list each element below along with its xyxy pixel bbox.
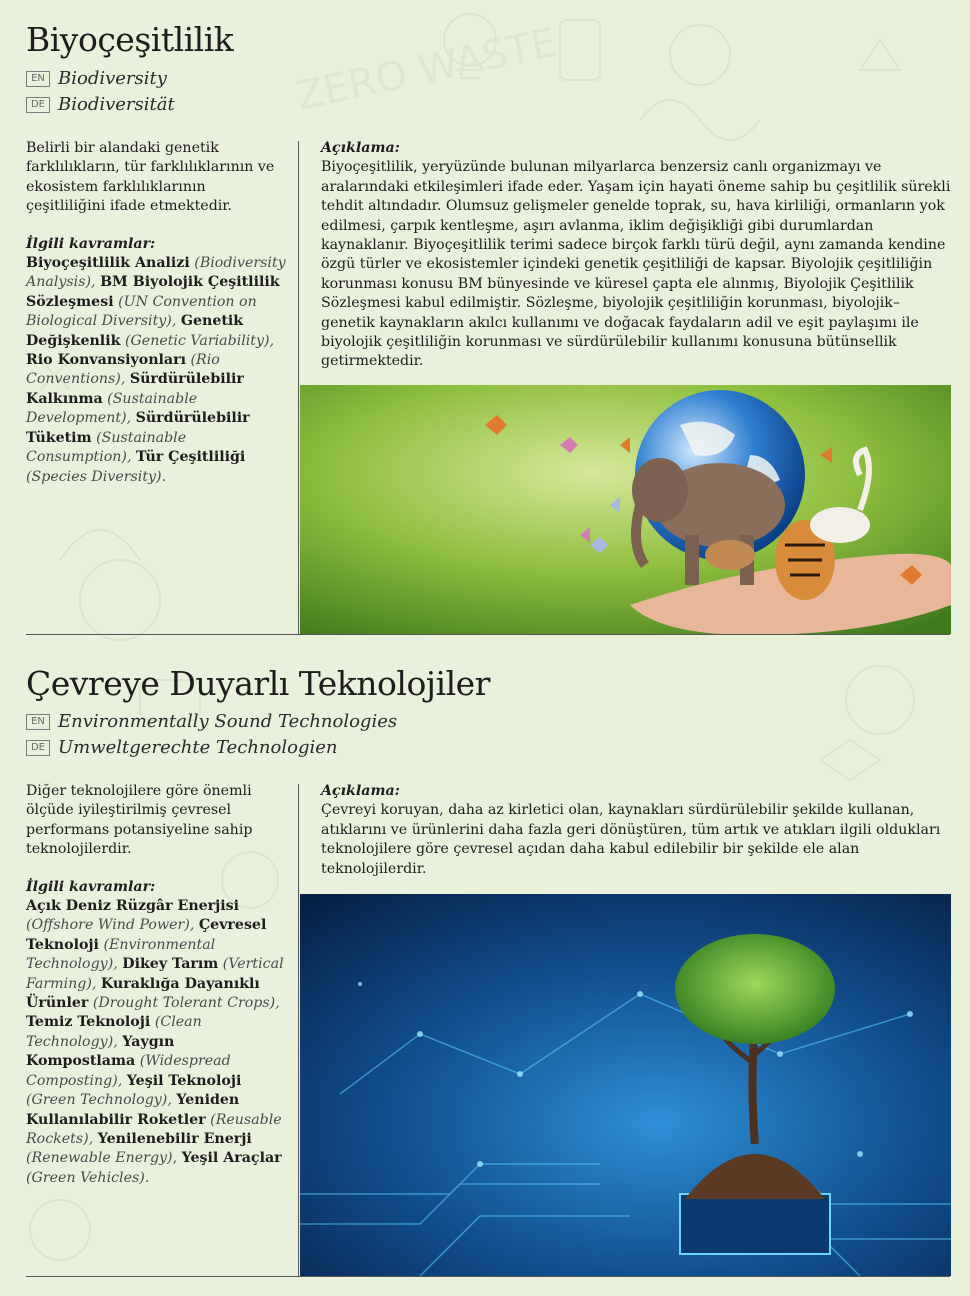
related-term-separator: . (144, 1169, 150, 1186)
related-term-separator: , (172, 1150, 182, 1167)
related-term-english: (Widespread Composting) (26, 1053, 231, 1089)
biodiversity-photo (300, 385, 951, 634)
description-text: Biyoçeşitlilik, yeryüzünde bulunan milyarlarca benzersiz canlı organizmayı ve aralarındaki etkileşimleri ifade eder. Yaşam için hayati öneme sahip bu çeşitlilik sürekli tehdit altındadır. Olumsuz gelişmeler genelde toprak, su, hava kirliliği, ormanların yok edilmesi, çarpık kentleşme, aşırı avlanma, iklim değişikliği gibi durumlardan kaynaklanır. Biyoçeşitlilik terimi sadece birçok farklı türü değil, aynı zamanda kendine özgü türler ve ekosistemler içindeki genetik çeşitliliği de kapsar. Biyolojik çeşitliliğin korunması konusu BM bünyesinde ve küresel çapta ele alınmış, Biyolojik Çeşitlilik Sözleşmesi kabul edilmiştir. Sözleşme, biyolojik çeşitliliğin korunması, biyolojik–genetik kaynakların akılcı kullanımı ve doğacak faydaların adil ve eşit paylaşımı ile biyolojik çeşitliliğin korunması ve sürdürülebilir kullanımı konusuna bütünsellik getirmektedir. (321, 159, 951, 370)
related-term-english: (Reusable Rockets) (26, 1111, 282, 1147)
related-term-english: (Vertical Farming) (26, 956, 284, 992)
section-divider (26, 1276, 950, 1277)
related-term: Yeşil Teknoloji (126, 1072, 242, 1089)
related-term-separator: , (269, 332, 275, 349)
english-translation-row (26, 711, 397, 732)
entry-title: Biyoçeşitlilik (26, 20, 234, 59)
column-divider (298, 784, 299, 1276)
related-term-separator: , (113, 1033, 123, 1050)
related-term-separator: , (126, 449, 136, 466)
en-badge: EN (26, 71, 50, 87)
related-term: BM Biyolojik Çeşitlilik Sözleşmesi (26, 274, 280, 310)
german-term: Biodiversität (58, 94, 175, 115)
entry-environmentally-sound-technologies (0, 636, 970, 1278)
related-term: Temiz Teknoloji (26, 1014, 151, 1031)
related-term-separator: . (161, 468, 167, 485)
en-badge: EN (26, 714, 50, 730)
related-term: Rio Konvansiyonları (26, 352, 186, 369)
entry-title: Çevreye Duyarlı Teknolojiler (26, 664, 490, 703)
related-term: Yeşil Araçlar (181, 1150, 282, 1167)
related-term-english: (Rio Conventions) (26, 352, 220, 388)
description-text: Çevreyi koruyan, daha az kirletici olan, kaynakları sürdürülebilir şekilde kullanan, atıklarını ve ürünlerini daha fazla geri dönüştüren, tüm artık ve atıkları ilgili oldukları teknolojilere göre çevresel açıdan daha kabul edilebilir bir şekilde ele alan teknolojilerdir. (321, 802, 941, 877)
related-term-separator: , (91, 274, 101, 291)
related-term-english: (Renewable Energy) (26, 1150, 173, 1167)
description-label: Açıklama: (321, 140, 400, 156)
section-divider (26, 634, 950, 635)
definition-text: Belirli bir alandaki genetik farklılıkların, tür farklılıklarının ve ekosistem farklılıklarının çeşitliliğini ifade etmektedir. (26, 140, 275, 215)
related-term-english: (Genetic Variability) (124, 332, 270, 349)
related-term-english: (Sustainable Consumption) (26, 429, 187, 466)
description-block (321, 782, 953, 879)
related-term: Yaygın Kompostlama (26, 1033, 175, 1070)
de-badge: DE (26, 97, 50, 113)
related-term-english: (Green Technology) (26, 1092, 168, 1109)
related-term: Kuraklığa Dayanıklı Ürünler (26, 975, 260, 1012)
column-divider (298, 141, 299, 634)
de-badge: DE (26, 740, 50, 756)
related-term-separator: , (117, 1072, 127, 1089)
related-term-separator: , (275, 995, 280, 1012)
related-term-english: (Biodiversity Analysis) (26, 255, 286, 291)
related-term-english: (Green Vehicles) (26, 1169, 145, 1186)
entry-biodiversity (0, 0, 970, 636)
description-label: Açıklama: (321, 783, 400, 799)
related-concepts-heading: İlgili kavramlar: (26, 235, 156, 252)
related-term: Biyoçeşitlilik Analizi (26, 255, 190, 272)
related-term-separator: , (91, 975, 101, 992)
related-term: Açık Deniz Rüzgâr Enerjisi (26, 898, 240, 915)
technology-tree-photo (300, 894, 951, 1276)
related-term: Sürdürülebilir Tüketim (26, 410, 250, 446)
related-concepts-heading: İlgili kavramlar: (26, 878, 156, 895)
related-term-english: (Drought Tolerant Crops) (92, 995, 276, 1012)
related-term-english: (Environmental Technology) (26, 936, 216, 973)
german-translation-row (26, 94, 175, 115)
english-term: Environmentally Sound Technologies (58, 711, 398, 732)
related-term: Yeniden Kullanılabilir Roketler (26, 1092, 240, 1128)
related-term-separator: , (126, 410, 136, 427)
description-block (321, 139, 953, 372)
english-term: Biodiversity (58, 68, 167, 89)
definition-column (26, 782, 288, 1188)
related-term: Yenilenebilir Enerji (97, 1130, 252, 1147)
related-term-english: (Species Diversity) (26, 468, 162, 485)
related-term-separator: , (120, 371, 130, 388)
german-translation-row (26, 737, 337, 758)
related-term-english: (UN Convention on Biological Diversity) (26, 293, 257, 330)
related-term-english: (Offshore Wind Power) (26, 917, 190, 934)
related-term: Genetik Değişkenlik (26, 313, 244, 349)
related-term: Tür Çeşitliliği (135, 449, 246, 466)
definition-column (26, 139, 288, 487)
definition-text: Diğer teknolojilere göre önemli ölçüde iyileştirilmiş çevresel performans potansiyeline sahip teknolojilerdir. (26, 783, 253, 858)
related-concepts-list (26, 254, 288, 487)
related-term: Dikey Tarım (122, 956, 219, 973)
german-term: Umweltgerechte Technologien (58, 737, 338, 758)
related-term-separator: , (167, 1092, 177, 1109)
related-concepts-list (26, 897, 288, 1188)
related-term-separator: , (113, 956, 123, 973)
watermark-zero-waste: ZERO WASTE (292, 19, 561, 120)
related-term-separator: , (171, 313, 181, 330)
related-term-separator: , (88, 1130, 98, 1147)
related-term-english: (Sustainable Development) (26, 390, 198, 427)
related-term-separator: , (189, 917, 199, 934)
related-term: Çevresel Teknoloji (26, 917, 267, 953)
related-term: Sürdürülebilir Kalkınma (26, 371, 244, 407)
english-translation-row (26, 68, 167, 89)
related-term-english: (Clean Technology) (26, 1014, 202, 1050)
